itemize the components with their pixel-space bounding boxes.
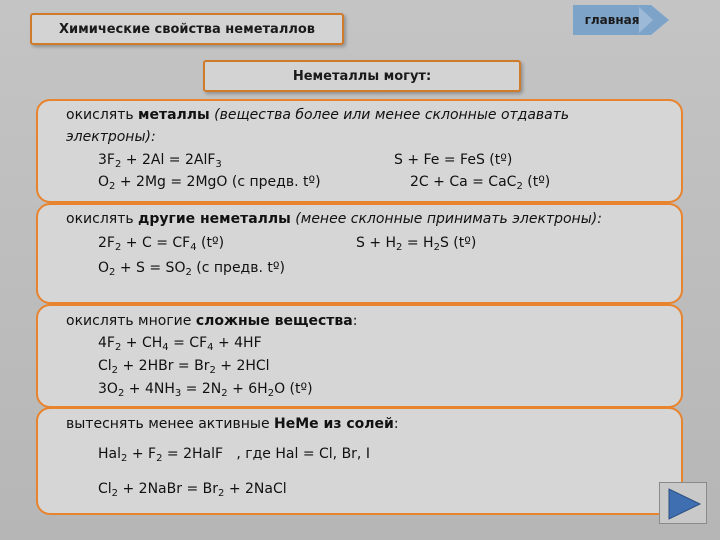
panel-intro: окислять металлы (вещества более или менее склонные отдавать <box>66 107 570 123</box>
page-title: Химические свойства неметаллов <box>30 13 344 45</box>
equation: $4F_2 + CH_4 = CF_4 + 4HF$ <box>98 335 262 353</box>
panel-intro: окислять многие сложные вещества: <box>66 313 358 329</box>
equation: $O_2 + S = SO_2$ (с предв. tº) <box>98 260 285 278</box>
next-slide-button[interactable] <box>659 482 707 524</box>
equation: $S + H_2 = H_2S$ (tº) <box>356 235 477 253</box>
home-button[interactable] <box>573 5 669 35</box>
equation: $Cl_2 + 2HBr = Br_2 + 2HCl$ <box>98 358 270 376</box>
section-subtitle: Неметаллы могут: <box>203 60 521 92</box>
panel-intro-continued: электроны): <box>66 129 156 145</box>
equation: $3O_2 + 4NH_3 = 2N_2 + 6H_2O$ (tº) <box>98 381 313 399</box>
equation: $3F_2 + 2Al = 2AlF_3$ <box>98 152 222 170</box>
panel-oxidize-nonmetals <box>36 203 683 304</box>
panel-intro: вытеснять менее активные НеМе из солей: <box>66 416 399 432</box>
home-button-label: главная <box>584 13 640 27</box>
equation: $Cl_2$ + 2NaBr = $Br_2$ + 2NaCl <box>98 481 287 499</box>
panel-oxidize-compounds <box>36 304 683 408</box>
equation: $Hal_2 + F_2$ = 2HalF , где Hal = Cl, Br, I <box>98 446 370 464</box>
equation: S + Fe = FeS (tº) <box>394 152 513 168</box>
play-triangle-icon <box>660 483 708 525</box>
panel-intro: окислять другие неметаллы (менее склонные принимать электроны): <box>66 211 602 227</box>
equation: 2C + Ca = CaC$_2$ (tº) <box>410 174 551 192</box>
panel-displace-from-salts <box>36 407 683 515</box>
equation: $O_2 + 2Mg = 2MgO$ (с предв. tº) <box>98 174 321 192</box>
equation: $2F_2 + C = CF_4$ (tº) <box>98 235 225 253</box>
panel-oxidize-metals <box>36 99 683 203</box>
